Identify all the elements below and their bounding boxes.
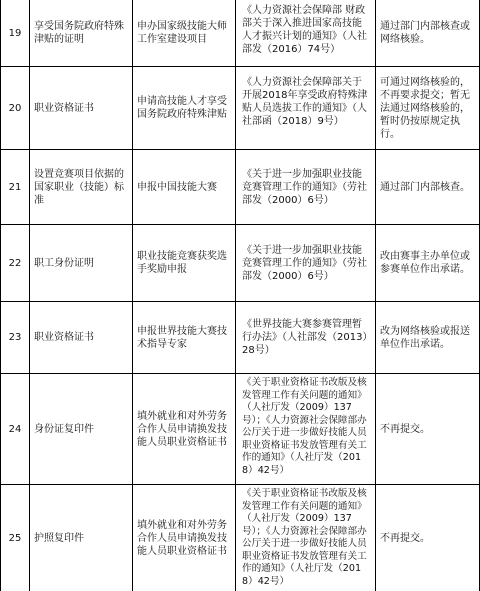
service-item: 填外就业和对外劳务合作人员申请换发技能人员职业资格证书 (133, 485, 236, 591)
service-item: 申报世界技能大赛技术指导专家 (133, 302, 236, 373)
table-row (0, 67, 480, 149)
table-row (0, 0, 480, 66)
table-row (0, 150, 480, 224)
cancellation-method: 通过部门内部核查或网络核验。 (376, 0, 480, 66)
row-number: 19 (0, 0, 30, 66)
material-name: 享受国务院政府特殊津贴的证明 (30, 0, 133, 66)
legal-basis: 《关于职业资格证书改版及核发管理工作有关问题的通知》（人社厅发（2009）137号）；《人力资源社会保障部办公厅关于进一步做好技能人员职业资格证书发放管理有关工作的通知》（人社厅发（2018）42号） (236, 485, 376, 591)
legal-basis: 《人力资源社会保障部关于开展2018年享受政府特殊津贴人员选拔工作的通知》（人社部函（2018）9号） (236, 67, 376, 149)
cancellation-method: 可通过网络核验的，不再要求提交；暂无法通过网络核验的，暂时仍按原规定执行。 (376, 67, 480, 149)
cancellation-method: 不再提交。 (376, 485, 480, 591)
service-item: 申报中国技能大赛 (133, 150, 236, 224)
cancellation-method: 改由赛事主办单位或参赛单位作出承诺。 (376, 225, 480, 301)
legal-basis: 《关于进一步加强职业技能竞赛管理工作的通知》（劳社部发（2000）6号） (236, 150, 376, 224)
service-item: 申办国家级技能大师工作室建设项目 (133, 0, 236, 66)
material-name: 护照复印件 (30, 485, 133, 591)
material-name: 职业资格证书 (30, 302, 133, 373)
material-name: 设置竞赛项目依据的国家职业（技能）标准 (30, 150, 133, 224)
legal-basis: 《世界技能大赛参赛管理暂行办法》（人社部发（2013）28号） (236, 302, 376, 373)
row-number: 21 (0, 150, 30, 224)
table-row (0, 485, 480, 591)
cancellation-method: 通过部门内部核查。 (376, 150, 480, 224)
cancellation-method: 不再提交。 (376, 374, 480, 484)
legal-basis: 《关于进一步加强职业技能竞赛管理工作的通知》（劳社部发（2000）6号） (236, 225, 376, 301)
material-name: 职工身份证明 (30, 225, 133, 301)
table-row (0, 374, 480, 484)
legal-basis: 《人力资源社会保障部 财政部关于深入推进国家高技能人才振兴计划的通知》（人社部发（2016）74号） (236, 0, 376, 66)
row-number: 23 (0, 302, 30, 373)
table-row (0, 225, 480, 301)
row-number: 25 (0, 485, 30, 591)
service-item: 填外就业和对外劳务合作人员申请换发技能人员职业资格证书 (133, 374, 236, 484)
row-number: 24 (0, 374, 30, 484)
table-row (0, 302, 480, 373)
cancellation-method: 改为网络核验或报送单位作出承诺。 (376, 302, 480, 373)
legal-basis: 《关于职业资格证书改版及核发管理工作有关问题的通知》（人社厅发（2009）137号）；《人力资源社会保障部办公厅关于进一步做好技能人员职业资格证书发放管理有关工作的通知》（人社厅发（2018）42号） (236, 374, 376, 484)
row-number: 22 (0, 225, 30, 301)
service-item: 职业技能竞赛获奖选手奖励申报 (133, 225, 236, 301)
service-item: 申请高技能人才享受国务院政府特殊津贴 (133, 67, 236, 149)
row-number: 20 (0, 67, 30, 149)
material-name: 职业资格证书 (30, 67, 133, 149)
material-name: 身份证复印件 (30, 374, 133, 484)
